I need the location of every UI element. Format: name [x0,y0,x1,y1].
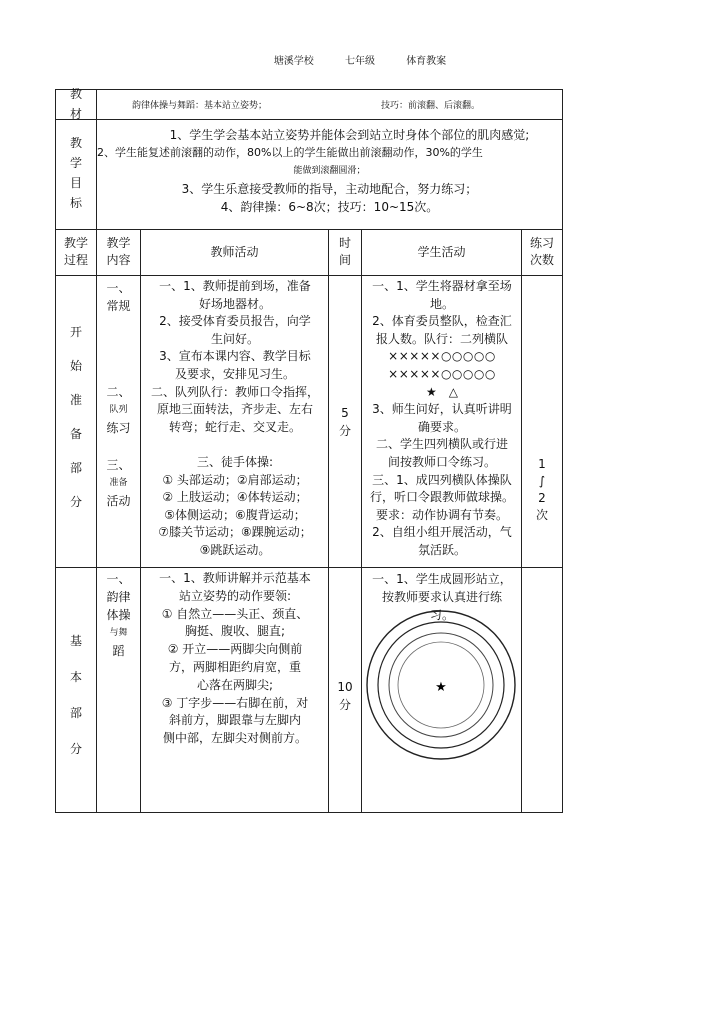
start-label-char: 始 [69,359,82,373]
teacher-line: ⑨跳跃运动。 [199,542,271,557]
teacher-line: 二、队列队行：教师口令指挥， [150,384,319,399]
content-line: 体操 [106,608,131,622]
formation-markers: ★ △ [426,384,458,399]
time-line: 10 [337,680,353,694]
teacher-line: 斜前方，脚跟靠与左脚内 [168,713,301,728]
content-line: 准备 [109,478,128,488]
teacher-line: 一、1、教师讲解并示范基本 [159,571,311,585]
teacher-line: ① 头部运动；②肩部运动； [162,472,308,487]
basic-label-char: 部 [69,706,82,720]
teacher-line [142,436,328,454]
row-divider [55,119,563,120]
content-line: 练习 [106,421,131,435]
grade-name: 七年级 [345,56,375,67]
teacher-line: 转弯；蛇行走、交叉走。 [168,419,301,434]
formation-row: ×××××○○○○○ [388,349,496,364]
start-reps [522,456,562,524]
reps-line: 2 [538,491,546,505]
content-line: 一、 [106,572,131,586]
student-line: 习。 [429,608,454,622]
student-line: 2、体育委员整队，检查汇 [372,314,512,329]
start-label-char: 准 [69,393,82,407]
row-divider [55,275,563,276]
material-label-top: 教 [69,87,82,101]
header-time-line: 间 [338,253,351,267]
header-content-line: 教学 [106,236,131,250]
basic-time [329,678,361,714]
student-line: 2、自组小组开展活动，气 [372,525,512,540]
basic-label-char: 分 [69,742,82,756]
teacher-line: 侧中部，左脚尖对侧前方。 [162,731,307,746]
student-line: 间按教师口令练习。 [387,454,496,469]
start-label [56,315,96,519]
header-process-line: 教学 [63,236,88,250]
table-border [55,812,563,813]
teacher-line: 站立姿势的动作要领: [178,588,292,603]
basic-label [56,623,96,767]
time-line: 5 [341,406,349,420]
reps-line: ∫ [538,474,546,488]
material-skill: 技巧：前滚翻、后滚翻。 [381,101,481,111]
goal-line: 2、学生能复述前滚翻的动作，80%以上的学生能做出前滚翻动作，30%的学生 [97,146,483,159]
student-line: 3、师生问好，认真听讲明 [372,402,512,417]
student-line: 行，听口令跟教师做球操。 [369,490,514,505]
basic-label-char: 本 [69,670,82,684]
header-time [329,235,361,269]
basic-content [97,570,140,660]
header-process [56,235,96,269]
start-content-3 [97,456,140,510]
header-content-line: 内容 [106,253,131,267]
content-line: 活动 [106,494,131,508]
goals-label-char: 教 [69,136,82,150]
start-label-char: 分 [69,495,82,509]
reps-line: 1 [538,457,546,471]
start-time [329,404,361,440]
teacher-line: 及要求，安排见习生。 [174,366,295,381]
content-line: 韵律 [106,590,131,604]
header-reps-line: 次数 [529,253,554,267]
content-line: 蹈 [112,644,125,658]
teacher-star-icon: ★ [435,680,447,695]
start-label-char: 开 [69,325,82,339]
teacher-line: 生问好。 [210,331,259,346]
teacher-line: 一、1、教师提前到场，准备 [159,279,311,293]
teacher-line: 2、接受体育委员报告，向学 [159,314,311,329]
doc-type: 体育教案 [406,56,447,67]
teacher-line: 好场地器材。 [198,296,271,311]
goal-line: 能做到滚翻圆滑； [293,166,366,176]
student-line: 确要求。 [417,419,466,434]
page-title [0,52,720,67]
reps-line: 次 [535,508,548,522]
material-label-bottom: 材 [69,107,82,121]
header-student: 学生活动 [417,245,466,259]
header-reps [522,235,562,269]
table-border [562,89,563,813]
start-label-char: 备 [69,427,82,441]
teacher-line: 3、宣布本课内容、教学目标 [159,349,311,364]
header-content [97,235,140,269]
header-time-line: 时 [338,236,351,250]
goal-line: 1、学生学会基本站立姿势并能体会到站立时身体个部位的肌肉感觉; [169,128,530,142]
circle-formation-diagram [362,605,520,765]
teacher-line: ③ 丁字步——右脚在前，对 [161,695,309,710]
content-line: 一、 [106,281,131,295]
teacher-line: 心落在两脚尖; [196,677,274,692]
goals-label-char: 目 [69,176,82,190]
col-divider [328,229,329,813]
teacher-line: ① 自然立——头正、颈直、 [161,606,309,621]
teacher-line: ② 上肢运动；④体转运动； [162,490,308,505]
student-line: 地。 [429,296,454,311]
goal-line: 3、学生乐意接受教师的指导，主动地配合，努力练习； [181,182,478,196]
start-teacher-activity [142,278,328,560]
student-line: 报人数。队行：二列横队 [375,331,508,346]
content-line: 三、 [106,458,131,472]
teacher-line: 胸挺、腹收、腿直; [184,624,286,639]
content-line: 二、 [106,385,131,399]
start-label-char: 部 [69,461,82,475]
goals-label [56,133,96,213]
goals-label-char: 学 [69,156,82,170]
row-divider [55,567,563,568]
school-name: 塘溪学校 [273,56,314,67]
basic-label-char: 基 [69,634,82,648]
goals-text [97,126,562,216]
material-label [56,84,96,124]
teacher-line: ② 开立——两脚尖向侧前 [167,642,303,657]
time-line: 分 [338,698,351,712]
start-student-activity [363,278,521,560]
header-teacher: 教师活动 [210,245,259,259]
content-line: 常规 [106,299,131,313]
header-process-line: 过程 [63,253,88,267]
student-line: 一、1、学生将器材拿至场 [372,279,512,293]
goals-label-char: 标 [69,196,82,210]
time-line: 分 [338,424,351,438]
formation-row: ×××××○○○○○ [388,366,496,381]
student-line: 要求：动作协调有节奏。 [375,507,508,522]
goal-line: 4、韵律操：6~8次；技巧：10~15次。 [220,200,439,214]
student-line: 一、1、学生成圆形站立， [372,572,512,586]
teacher-line: 原地三面转法，齐步走、左右 [156,402,313,417]
col-divider [140,229,141,813]
teacher-line: ⑤体侧运动；⑥腹背运动； [164,507,306,522]
header-reps-line: 练习 [529,236,554,250]
student-line: 氛活跃。 [417,542,466,557]
content-line: 与舞 [109,628,128,638]
student-line: 三、1、成四列横队体操队 [372,472,512,487]
student-line: 按教师要求认真进行练 [381,590,502,604]
teacher-line: 方，两脚相距约肩宽，重 [168,659,301,674]
student-line: 二、学生四列横队或行进 [375,437,508,452]
table-border [55,89,563,90]
teacher-line: ⑦膝关节运动；⑧踝腕运动； [158,525,312,540]
row-divider [55,229,563,230]
basic-teacher-activity [142,570,328,748]
material-dance: 韵律体操与舞蹈：基本站立姿势； [132,101,268,111]
start-content-2 [97,383,140,437]
teacher-line: 三、徒手体操: [196,454,274,469]
start-content-1 [97,279,140,315]
content-line: 队列 [109,405,128,415]
